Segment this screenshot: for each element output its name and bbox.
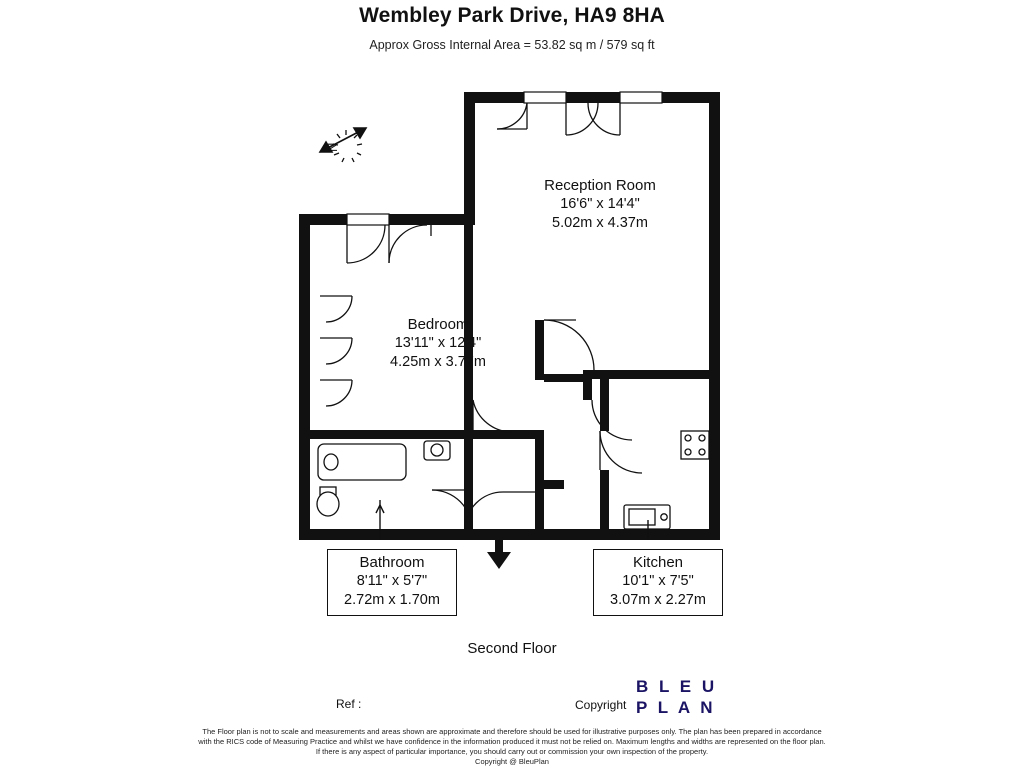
room-name: Reception Room <box>544 177 656 194</box>
disclaimer-line: If there is any aspect of particular importance, you should carry out or commission your own inspection of the property. <box>315 747 709 756</box>
bleuplan-logo <box>636 676 717 718</box>
logo-line-1: B L E U <box>636 677 718 696</box>
room-label-bathroom <box>327 549 457 616</box>
room-name: Kitchen <box>632 554 684 571</box>
entrance-arrow <box>487 539 511 569</box>
floor-name: Second Floor <box>467 640 557 657</box>
bathroom-fixtures <box>317 441 450 516</box>
room-label-reception <box>512 176 688 233</box>
room-dim-metric: 2.72m x 1.70m <box>344 592 440 608</box>
room-name: Bathroom <box>359 554 425 571</box>
room-dim-imperial: 10'1" x 7'5" <box>622 573 694 589</box>
page-title: Wembley Park Drive, HA9 8HA <box>359 4 665 27</box>
room-dim-imperial: 8'11" x 5'7" <box>356 573 428 589</box>
area-subtitle: Approx Gross Internal Area = 53.82 sq m / 579 sq ft <box>369 38 655 52</box>
logo-line-2: P L A N <box>636 698 716 717</box>
ref-label: Ref : <box>336 697 362 711</box>
room-name: Bedroom <box>407 316 469 333</box>
room-dim-metric: 3.07m x 2.27m <box>610 592 706 608</box>
room-dim-metric: 4.25m x 3.77m <box>390 354 486 370</box>
disclaimer-line: The Floor plan is not to scale and measurements and areas shown are approximate and therefore should be used for illustrative purposes only. The plan has been prepared in accordance <box>202 727 822 736</box>
disclaimer <box>0 727 1024 767</box>
kitchen-fixtures <box>624 431 709 529</box>
room-label-bedroom <box>340 315 536 372</box>
compass-letter: N <box>325 142 340 152</box>
room-dim-imperial: 16'6" x 14'4" <box>560 196 640 212</box>
interior-walls <box>310 225 711 530</box>
room-dim-metric: 5.02m x 4.37m <box>552 215 648 231</box>
room-dim-imperial: 13'11" x 12'4" <box>394 335 482 351</box>
room-label-kitchen <box>593 549 723 616</box>
disclaimer-line: Copyright @ BleuPlan <box>475 757 549 766</box>
disclaimer-line: with the RICS code of Measuring Practice and whilst we have confidence in the information produced it must not be relied on. Maximum lengths and widths are represented on the floor plan. <box>198 737 826 746</box>
compass-north-icon <box>308 118 386 176</box>
copyright-label: Copyright <box>575 698 627 712</box>
